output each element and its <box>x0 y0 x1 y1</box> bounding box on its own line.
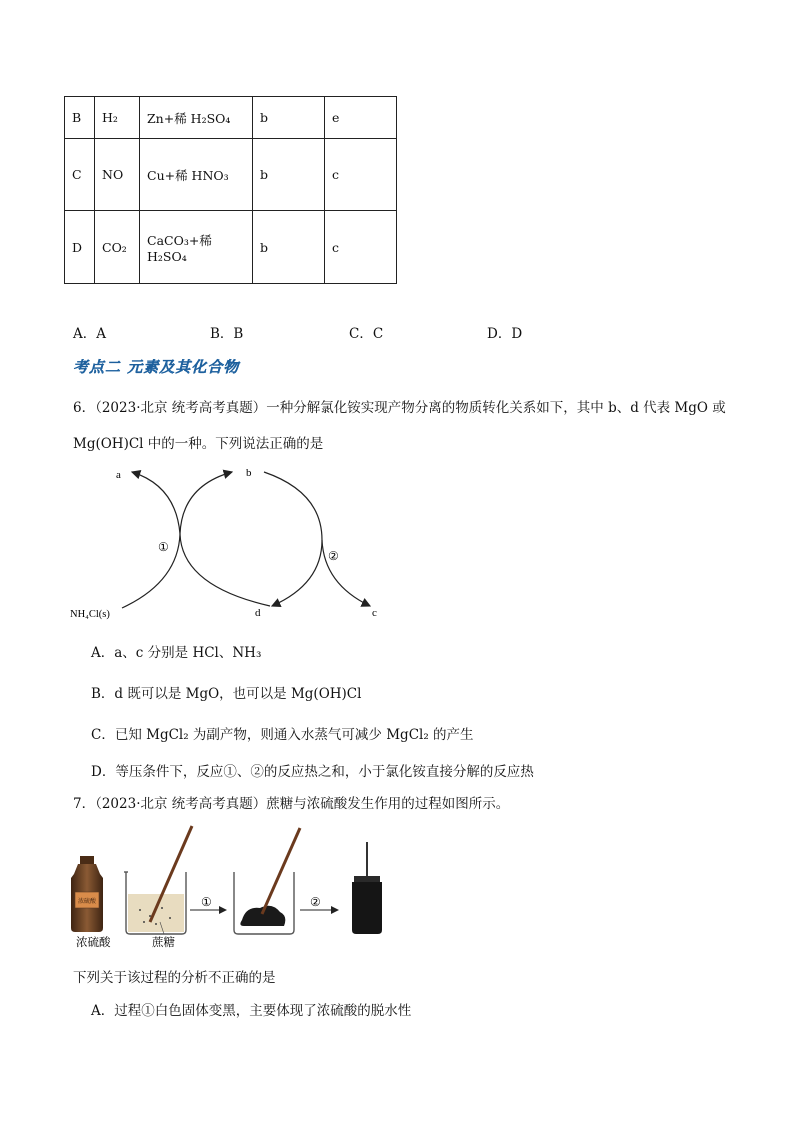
beaker-carbon <box>234 828 300 934</box>
label-nh4cl: NH₄Cl(s) <box>70 609 110 620</box>
step-2-label: ② <box>328 549 339 563</box>
table-cell: b <box>253 97 325 139</box>
arrow-to-a <box>122 472 180 608</box>
table-row <box>65 139 397 211</box>
table-cell: c <box>325 139 397 211</box>
section-title: 考点二 元素及其化合物 <box>73 358 240 376</box>
q6-option-a[interactable]: A．a、c 分别是 HCl、NH₃ <box>91 645 262 661</box>
bottle-label: 浓硫酸 <box>77 898 97 905</box>
table-cell: c <box>325 211 397 284</box>
table-cell: CaCO₃+稀 H₂SO₄ <box>140 211 253 284</box>
beaker-sugar <box>124 826 192 934</box>
table-row <box>65 97 397 139</box>
label-b: b <box>246 467 252 479</box>
table-cell: H₂ <box>95 97 140 139</box>
q7-question: 下列关于该过程的分析不正确的是 <box>73 970 276 986</box>
q7-option-a[interactable]: A．过程①白色固体变黑，主要体现了浓硫酸的脱水性 <box>91 1003 412 1019</box>
q6-option-d[interactable]: D．等压条件下，反应①、②的反应热之和，小于氯化铵直接分解的反应热 <box>91 764 534 780</box>
table-cell: b <box>253 211 325 284</box>
table-cell: Zn+稀 H₂SO₄ <box>140 97 253 139</box>
acid-bottle <box>71 856 103 932</box>
choice-d[interactable]: D．D <box>487 326 523 342</box>
q6-option-c[interactable]: C．已知 MgCl₂ 为副产物，则通入水蒸气可减少 MgCl₂ 的产生 <box>91 727 474 743</box>
conversion-diagram <box>60 460 400 630</box>
step-1-label: ① <box>201 895 212 909</box>
choice-b[interactable]: B．B <box>210 326 244 342</box>
table-cell: D <box>65 211 95 284</box>
label-d: d <box>255 607 261 619</box>
table-cell: b <box>253 139 325 211</box>
table-cell: NO <box>95 139 140 211</box>
sucrose-process-figure <box>66 822 406 952</box>
arrow-to-b <box>180 472 270 606</box>
label-c: c <box>372 607 377 619</box>
q6-stem-line2: Mg(OH)Cl 中的一种。下列说法正确的是 <box>73 436 324 452</box>
table-cell: B <box>65 97 95 139</box>
label-a: a <box>116 469 121 481</box>
step-2-label: ② <box>310 895 321 909</box>
caption-acid: 浓硫酸 <box>76 935 111 949</box>
black-column <box>352 842 382 934</box>
q7-stem: 7．（2023·北京 统考高考真题）蔗糖与浓硫酸发生作用的过程如图所示。 <box>73 796 510 812</box>
arrow-to-d <box>264 472 322 606</box>
gas-preparation-table <box>64 96 397 284</box>
table-row <box>65 211 397 284</box>
q6-stem-line1: 6．（2023·北京 统考高考真题）一种分解氯化铵实现产物分离的物质转化关系如下，其中 b、d 代表 MgO 或 <box>73 400 726 416</box>
caption-sugar: 蔗糖 <box>152 935 175 949</box>
table-cell: Cu+稀 HNO₃ <box>140 139 253 211</box>
table-cell: CO₂ <box>95 211 140 284</box>
choice-a[interactable]: A．A <box>73 326 106 342</box>
q6-option-b[interactable]: B．d 既可以是 MgO，也可以是 Mg(OH)Cl <box>91 686 362 702</box>
choice-c[interactable]: C．C <box>349 326 384 342</box>
step-1-label: ① <box>158 540 169 554</box>
table-cell: C <box>65 139 95 211</box>
table-cell: e <box>325 97 397 139</box>
